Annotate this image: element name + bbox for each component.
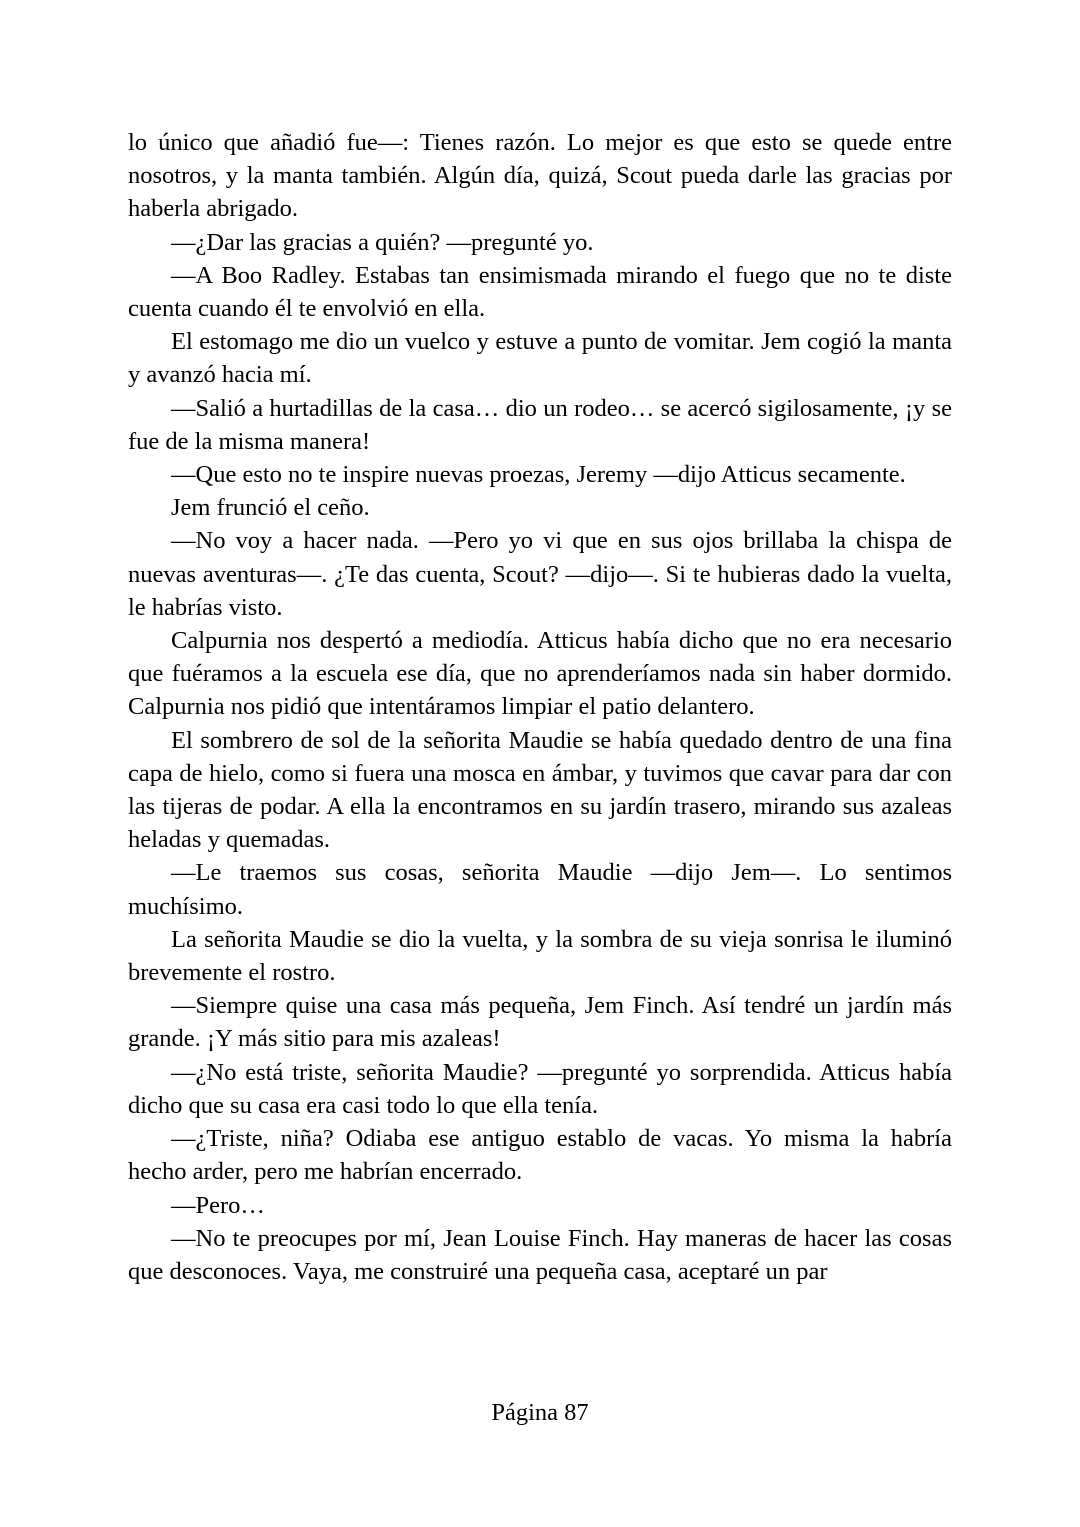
paragraph: El estomago me dio un vuelco y estuve a punto de vomitar. Jem cogió la manta y avanzó hacia mí. [128, 328, 952, 389]
paragraph: —Pero… [171, 1191, 265, 1219]
paragraph: —No voy a hacer nada. —Pero yo vi que en sus ojos brillaba la chispa de nuevas aventuras—. ¿Te das cuenta, Scout? —dijo—. Si te hubieras dado la vuelta, le habrías visto. [128, 527, 952, 621]
paragraph: —Siempre quise una casa más pequeña, Jem Finch. Así tendré un jardín más grande. ¡Y más sitio para mis azaleas! [128, 992, 952, 1053]
paragraph: La señorita Maudie se dio la vuelta, y la sombra de su vieja sonrisa le iluminó brevemente el rostro. [128, 925, 952, 987]
paragraph: —Salió a hurtadillas de la casa… dio un rodeo… se acercó sigilosamente, ¡y se fue de la misma manera! [128, 394, 952, 455]
paragraph: El sombrero de sol de la señorita Maudie se había quedado dentro de una fina capa de hielo, como si fuera una mosca en ámbar, y tuvimos que cavar para dar con las tijeras de podar. A ella la encontramos en su jardín trasero, mirando sus azaleas heladas y quemadas. [128, 726, 952, 854]
paragraph: Calpurnia nos despertó a mediodía. Atticus había dicho que no era necesario que fuéramos a la escuela ese día, que no aprenderíamos nada sin haber dormido. Calpurnia nos pidió que intentáramos limpiar el patio delantero. [128, 627, 952, 721]
paragraph: —¿Triste, niña? Odiaba ese antiguo establo de vacas. Yo misma la habría hecho arder, pero me habrían encerrado. [128, 1125, 952, 1186]
page-body-text [128, 126, 952, 1288]
paragraph: —A Boo Radley. Estabas tan ensimismada mirando el fuego que no te diste cuenta cuando él te envolvió en ella. [128, 261, 952, 323]
paragraph: Jem frunció el ceño. [171, 494, 370, 522]
paragraph: —Que esto no te inspire nuevas proezas, Jeremy —dijo Atticus secamente. [171, 461, 906, 489]
paragraph: —No te preocupes por mí, Jean Louise Finch. Hay maneras de hacer las cosas que desconoces. Vaya, me construiré una pequeña casa, aceptaré un par [128, 1224, 952, 1285]
paragraph: —¿No está triste, señorita Maudie? —pregunté yo sorprendida. Atticus había dicho que su casa era casi todo lo que ella tenía. [128, 1058, 952, 1119]
page-number: Página 87 [491, 1399, 589, 1426]
paragraph: —¿Dar las gracias a quién? —pregunté yo. [171, 228, 594, 256]
paragraph: —Le traemos sus cosas, señorita Maudie —dijo Jem—. Lo sentimos muchísimo. [128, 859, 952, 920]
paragraph: lo único que añadió fue—: Tienes razón. Lo mejor es que esto se quede entre nosotros, y la manta también. Algún día, quizá, Scout pueda darle las gracias por haberla abrigado. [128, 129, 952, 223]
